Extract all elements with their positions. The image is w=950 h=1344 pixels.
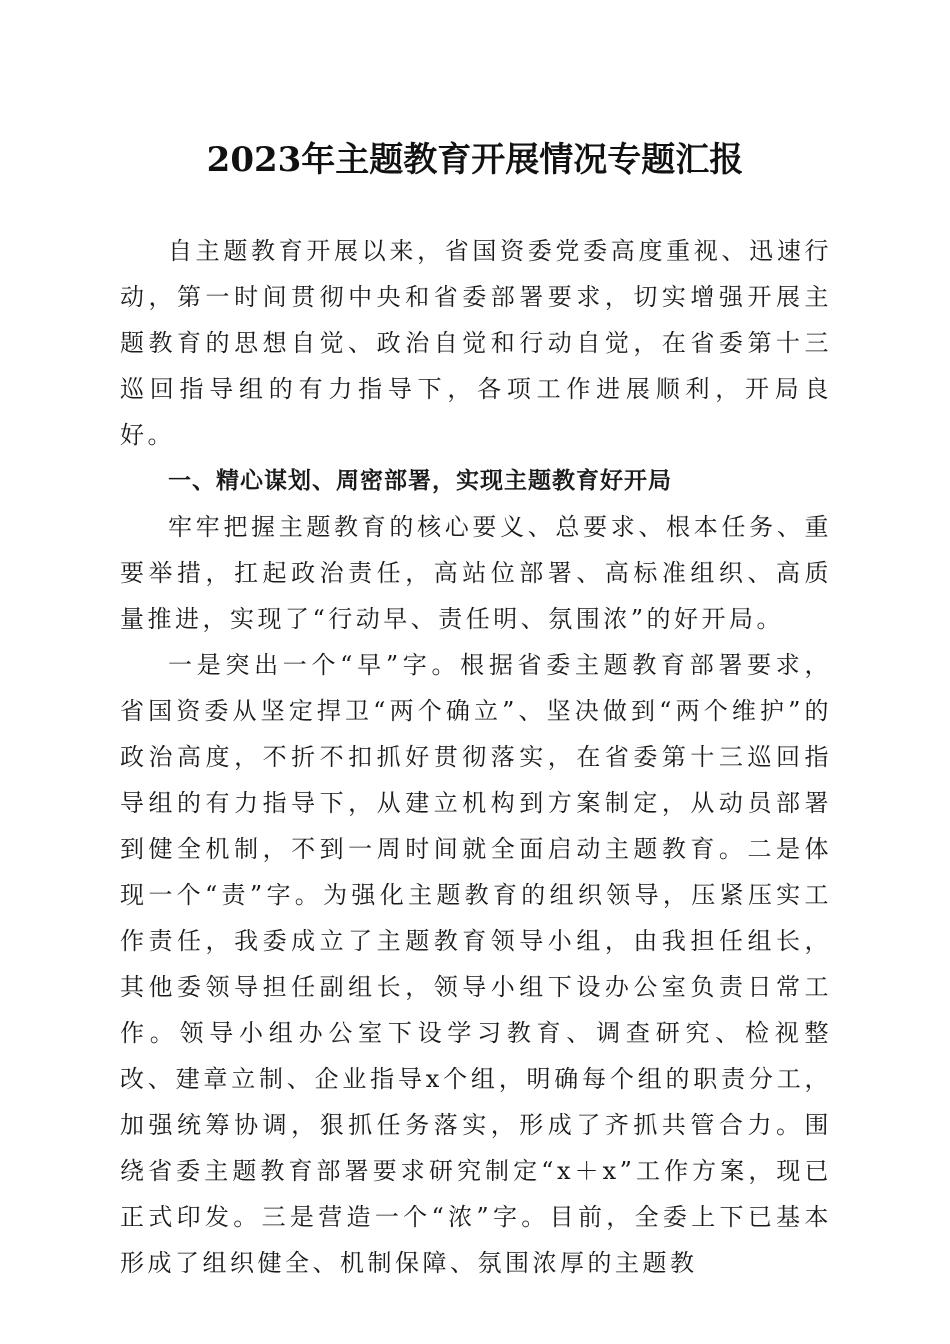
- intro-paragraph: 自主题教育开展以来，省国资委党委高度重视、迅速行动，第一时间贯彻中央和省委部署要求，切实增强开展主题教育的思想自觉、政治自觉和行动自觉，在省委第十三巡回指导组的有力指导下，各项工作进展顺利，开局良好。: [120, 237, 832, 449]
- section-heading-1: 一、精心谋划、周密部署，实现主题教育好开局: [168, 468, 672, 494]
- document-body: [120, 228, 832, 1286]
- document-title: 2023年主题教育开展情况专题汇报: [206, 140, 744, 180]
- section-1-detail-paragraph: 一是突出一个“早”字。根据省委主题教育部署要求，省国资委从坚定捍卫“两个确立”、坚决做到“两个维护”的政治高度，不折不扣抓好贯彻落实，在省委第十三巡回指导组的有力指导下，从建立机构到方案制定，从动员部署到健全机制，不到一周时间就全面启动主题教育。二是体现一个“责”字。为强化主题教育的组织领导，压紧压实工作责任，我委成立了主题教育领导小组，由我担任组长，其他委领导担任副组长，领导小组下设办公室负责日常工作。领导小组办公室下设学习教育、调查研究、检视整改、建章立制、企业指导x个组，明确每个组的职责分工，加强统筹协调，狠抓任务落实，形成了齐抓共管合力。围绕省委主题教育部署要求研究制定“x＋x”工作方案，现已正式印发。三是营造一个“浓”字。目前，全委上下已基本形成了组织健全、机制保障、氛围浓厚的主题教: [120, 651, 832, 1277]
- section-1-summary-paragraph: 牢牢把握主题教育的核心要义、总要求、根本任务、重要举措，扛起政治责任，高站位部署、高标准组织、高质量推进，实现了“行动早、责任明、氛围浓”的好开局。: [120, 513, 832, 633]
